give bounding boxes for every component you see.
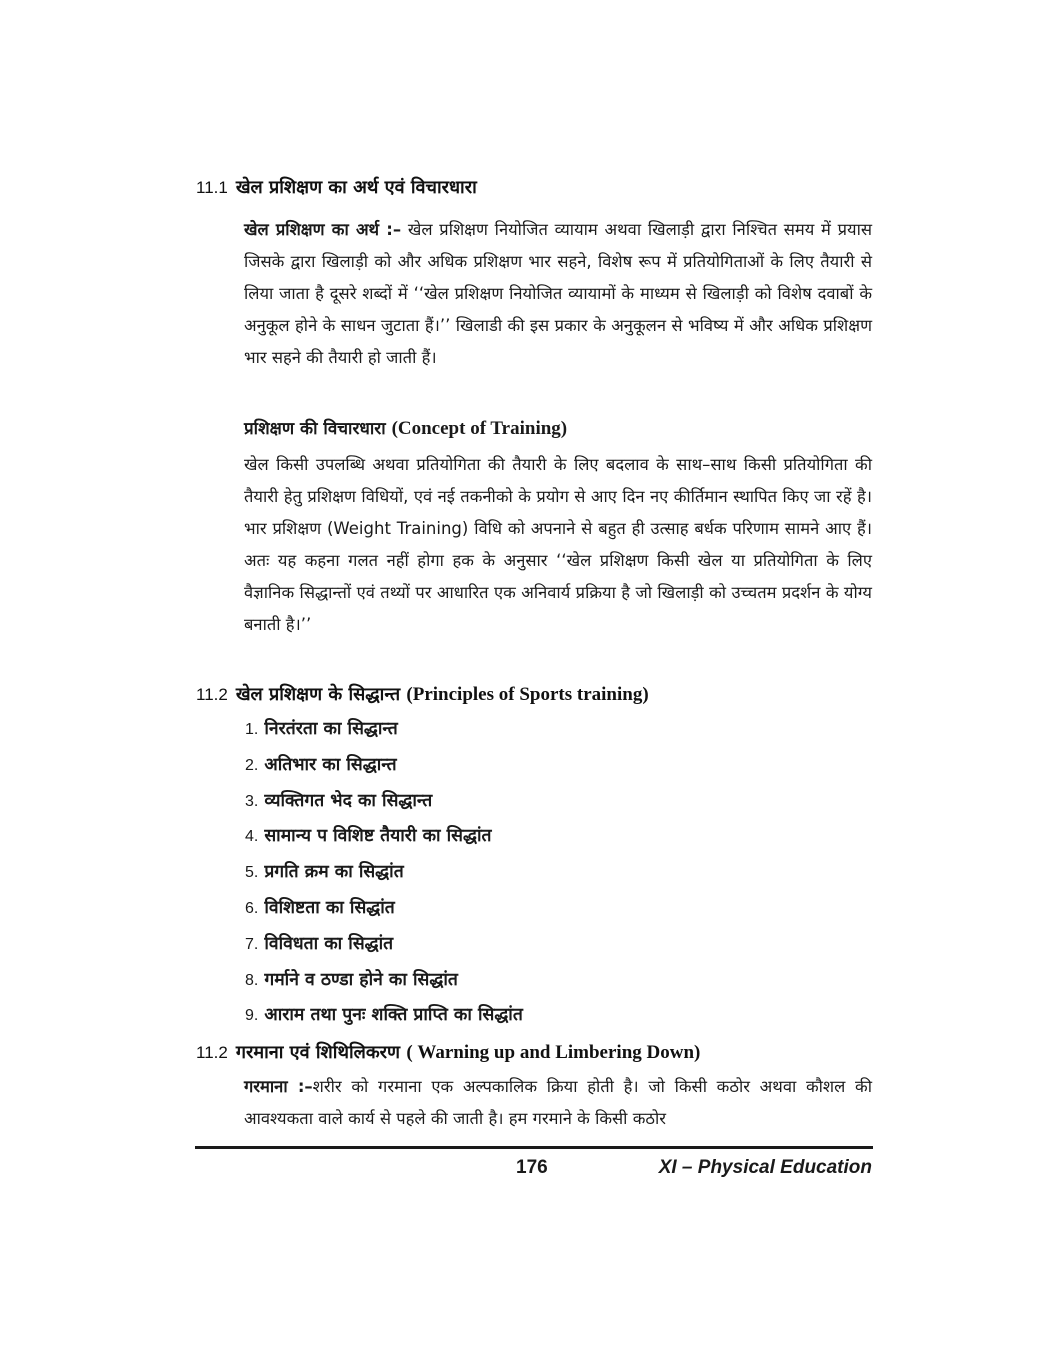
list-text: आराम तथा पुनः शक्ति प्राप्ति का सिद्धांत [264,1005,523,1026]
section-heading-11-1 [196,175,477,199]
list-item [245,784,523,820]
principles-list [245,712,523,1034]
list-number: 5. [245,864,259,882]
list-item [245,963,523,999]
concept-text: खेल किसी उपलब्धि अथवा प्रतियोगिता की तैयारी के लिए बदलाव के साथ–साथ किसी प्रतियोगिता की तैयारी हेतु प्रशिक्षण विधियों, एवं नई तकनीको के प्रयोग से आए दिन नए कीर्तिमान स्थापित किए जा रहें है। भार प्रशिक्षण (Weight Training) विधि को अपनाने से बहुत ही उत्साह बर्धक परिणाम सामने आए हैं। अतः यह कहना गलत नहीं होगा हक के अनुसार ‘‘खेल प्रशिक्षण किसी खेल या प्रतियोगिता के लिए वैज्ञानिक सिद्धान्तों एवं तथ्यों पर आधारित एक अनिवार्य प्रक्रिया है जो खिलाड़ी को उच्चतम प्रदर्शन के योग्य बनाती है।’’ [244,455,872,634]
concept-paragraph [244,449,872,641]
list-item [245,819,523,855]
list-number: 7. [245,935,259,953]
list-text: सामान्य प विशिष्ट तैयारी का सिद्धांत [264,826,492,847]
warmup-text: शरीर को गरमाना एक अल्पकालिक क्रिया होती है। जो किसी कठोर अथवा कौशल की आवश्यकता वाले कार्य से पहले की जाती है। हम गरमाने के किसी कठोर [244,1077,872,1128]
list-text: निरतंरता का सिद्धान्त [264,719,398,739]
concept-heading-hindi: प्रशिक्षण की विचारधारा [244,419,386,439]
section-number: 11.1 [196,178,228,197]
list-item [245,891,523,927]
section-title-hindi: गरमाना एवं शिथिलिकरण [235,1042,401,1063]
section-number: 11.2 [196,1043,228,1062]
concept-heading-english: (Concept of Training) [391,418,568,439]
list-item [245,927,523,963]
list-text: विशिष्टता का सिद्धांत [264,897,395,918]
meaning-label: खेल प्रशिक्षण का अर्थ :– [244,220,402,239]
list-number: 6. [245,899,259,917]
section-title-english: (Principles of Sports training) [406,684,649,705]
section-heading-principles [196,682,649,706]
list-text: व्यक्तिगत भेद का सिद्धान्त [264,790,433,811]
section-number: 11.2 [196,685,228,704]
footer-rule [195,1146,873,1149]
warmup-paragraph [244,1071,872,1135]
section-title: खेल प्रशिक्षण का अर्थ एवं विचारधारा [235,177,477,198]
list-number: 8. [245,971,259,989]
meaning-paragraph [244,214,872,374]
list-item [245,998,523,1034]
list-item [245,712,523,748]
section-title-hindi: खेल प्रशिक्षण के सिद्धान्त [235,684,401,705]
list-number: 2. [245,756,259,774]
list-item [245,855,523,891]
page-number: 176 [516,1157,548,1178]
list-item [245,748,523,784]
list-text: विविधता का सिद्धांत [264,933,394,954]
list-number: 1. [245,721,259,738]
meaning-text: खेल प्रशिक्षण नियोजित व्यायाम अथवा खिलाड़ी द्वारा निश्चित समय में प्रयास जिसके द्वारा खिलाड़ी को और अधिक प्रशिक्षण भार सहने, विशेष रूप में प्रतियोगिताओं के लिए तैयारी से लिया जाता है दूसरे शब्दों में ‘‘खेल प्रशिक्षण नियोजित व्यायामों के माध्यम से खिलाड़ी को विशेष दवाबों के अनुकूल होने के साधन जुटाता हैं।’’ खिलाडी की इस प्रकार के अनुकूलन से भविष्य में और अधिक प्रशिक्षण भार सहने की तैयारी हो जाती हैं। [244,220,872,367]
section-title-english: ( Warning up and Limbering Down) [406,1042,701,1063]
list-number: 3. [245,792,259,810]
warmup-label: गरमाना :– [244,1077,313,1096]
section-heading-warmup [196,1040,700,1064]
list-number: 9. [245,1007,259,1025]
list-text: अतिभार का सिद्धान्त [264,754,397,775]
book-title: XI – Physical Education [658,1157,872,1178]
list-text: प्रगति क्रम का सिद्धांत [264,862,404,883]
list-number: 4. [245,828,259,846]
list-text: गर्माने व ठण्डा होने का सिद्धांत [264,969,458,990]
concept-subheading [244,416,567,440]
